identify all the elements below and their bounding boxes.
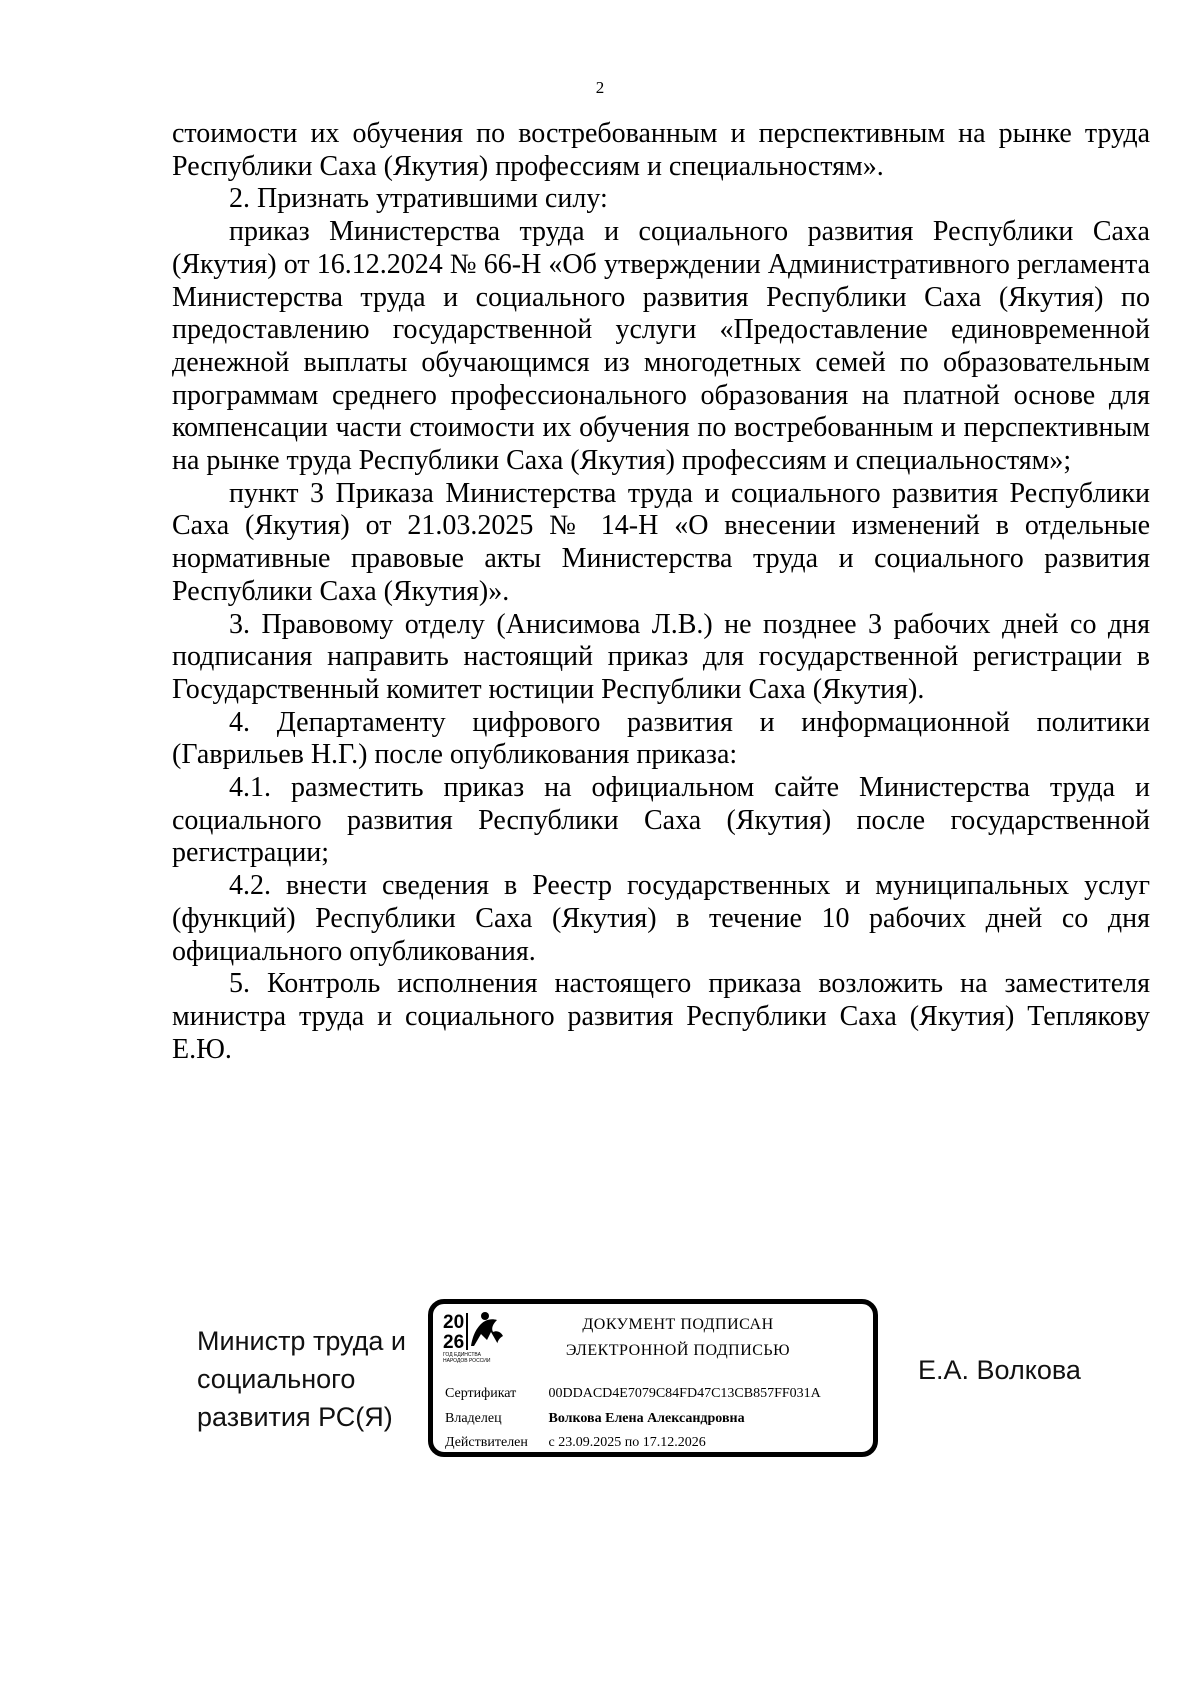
paragraph: 5. Контроль исполнения настоящего приказа возложить на заместителя министра труда и социального развития Республики Саха (Якутия) Теплякову Е.Ю.	[172, 968, 1150, 1065]
owner-row	[445, 1411, 745, 1427]
svg-text:ГОД ЕДИНСТВА: ГОД ЕДИНСТВА	[443, 1352, 481, 1358]
paragraph: 4. Департаменту цифрового развития и информационной политики (Гаврильев Н.Г.) после опубликования приказа:	[172, 706, 1150, 771]
paragraph: 4.2. внести сведения в Реестр государственных и муниципальных услуг (функций) Республики Саха (Якутия) в течение 10 рабочих дней со дня официального опубликования.	[172, 870, 1150, 967]
paragraph: стоимости их обучения по востребованным и перспективным на рынке труда Республики Саха (Якутия) профессиям и специальностям».	[172, 118, 1150, 182]
paragraph: 2. Признать утратившими силу:	[229, 183, 608, 215]
svg-text:НАРОДОВ РОССИИ: НАРОДОВ РОССИИ	[443, 1358, 491, 1364]
validity-value: с 23.09.2025 по 17.12.2026	[548, 1435, 706, 1450]
paragraph: пункт 3 Приказа Министерства труда и социального развития Республики Саха (Якутия) от 21.03.2025 № 14-Н «О внесении изменений в отдельные нормативные правовые акты Министерства труда и социального развития Республики Саха (Якутия)».	[172, 477, 1150, 607]
certificate-row	[445, 1386, 821, 1402]
year-of-unity-logo-icon	[441, 1310, 509, 1366]
svg-text:26: 26	[443, 1332, 465, 1353]
stamp-title: ДОКУМЕНТ ПОДПИСАН	[582, 1316, 774, 1333]
signer-position-line: Министр труда и	[197, 1326, 406, 1356]
signer-name: Е.А. Волкова	[918, 1355, 1081, 1385]
stamp-subtitle: ЭЛЕКТРОННОЙ ПОДПИСЬЮ	[565, 1342, 791, 1359]
page-number: 2	[595, 78, 605, 97]
certificate-value: 00DDACD4E7079C84FD47C13CB857FF031A	[548, 1386, 821, 1401]
validity-row	[445, 1435, 706, 1451]
signer-position	[197, 1322, 427, 1436]
svg-text:20: 20	[443, 1312, 465, 1333]
document-body	[172, 118, 1150, 1066]
validity-label: Действителен	[445, 1435, 528, 1450]
paragraph: 3. Правовому отделу (Анисимова Л.В.) не позднее 3 рабочих дней со дня подписания направить настоящий приказ для государственной регистрации в Государственный комитет юстиции Республики Саха (Якутия).	[172, 608, 1150, 705]
paragraph: 4.1. разместить приказ на официальном сайте Министерства труда и социального развития Республики Саха (Якутия) после государственной регистрации;	[172, 772, 1150, 869]
owner-value: Волкова Елена Александровна	[548, 1411, 745, 1426]
certificate-label: Сертификат	[445, 1386, 517, 1401]
electronic-signature-stamp	[428, 1299, 878, 1457]
owner-label: Владелец	[445, 1411, 502, 1426]
paragraph: приказ Министерства труда и социального развития Республики Саха (Якутия) от 16.12.2024 № 66-Н «Об утверждении Административного регламента Министерства труда и социального развития Республики Саха (Якутия) по предоставлению государственной услуги «Предоставление единовременной денежной выплаты обучающимся из многодетных семей по образовательным программам среднего профессионального образования на платной основе для компенсации части стоимости их обучения по востребованным и перспективным на рынке труда Республики Саха (Якутия) профессиям и специальностям»;	[172, 216, 1150, 477]
signer-position-line: развития РС(Я)	[197, 1402, 393, 1432]
signer-position-line: социального	[197, 1364, 356, 1394]
